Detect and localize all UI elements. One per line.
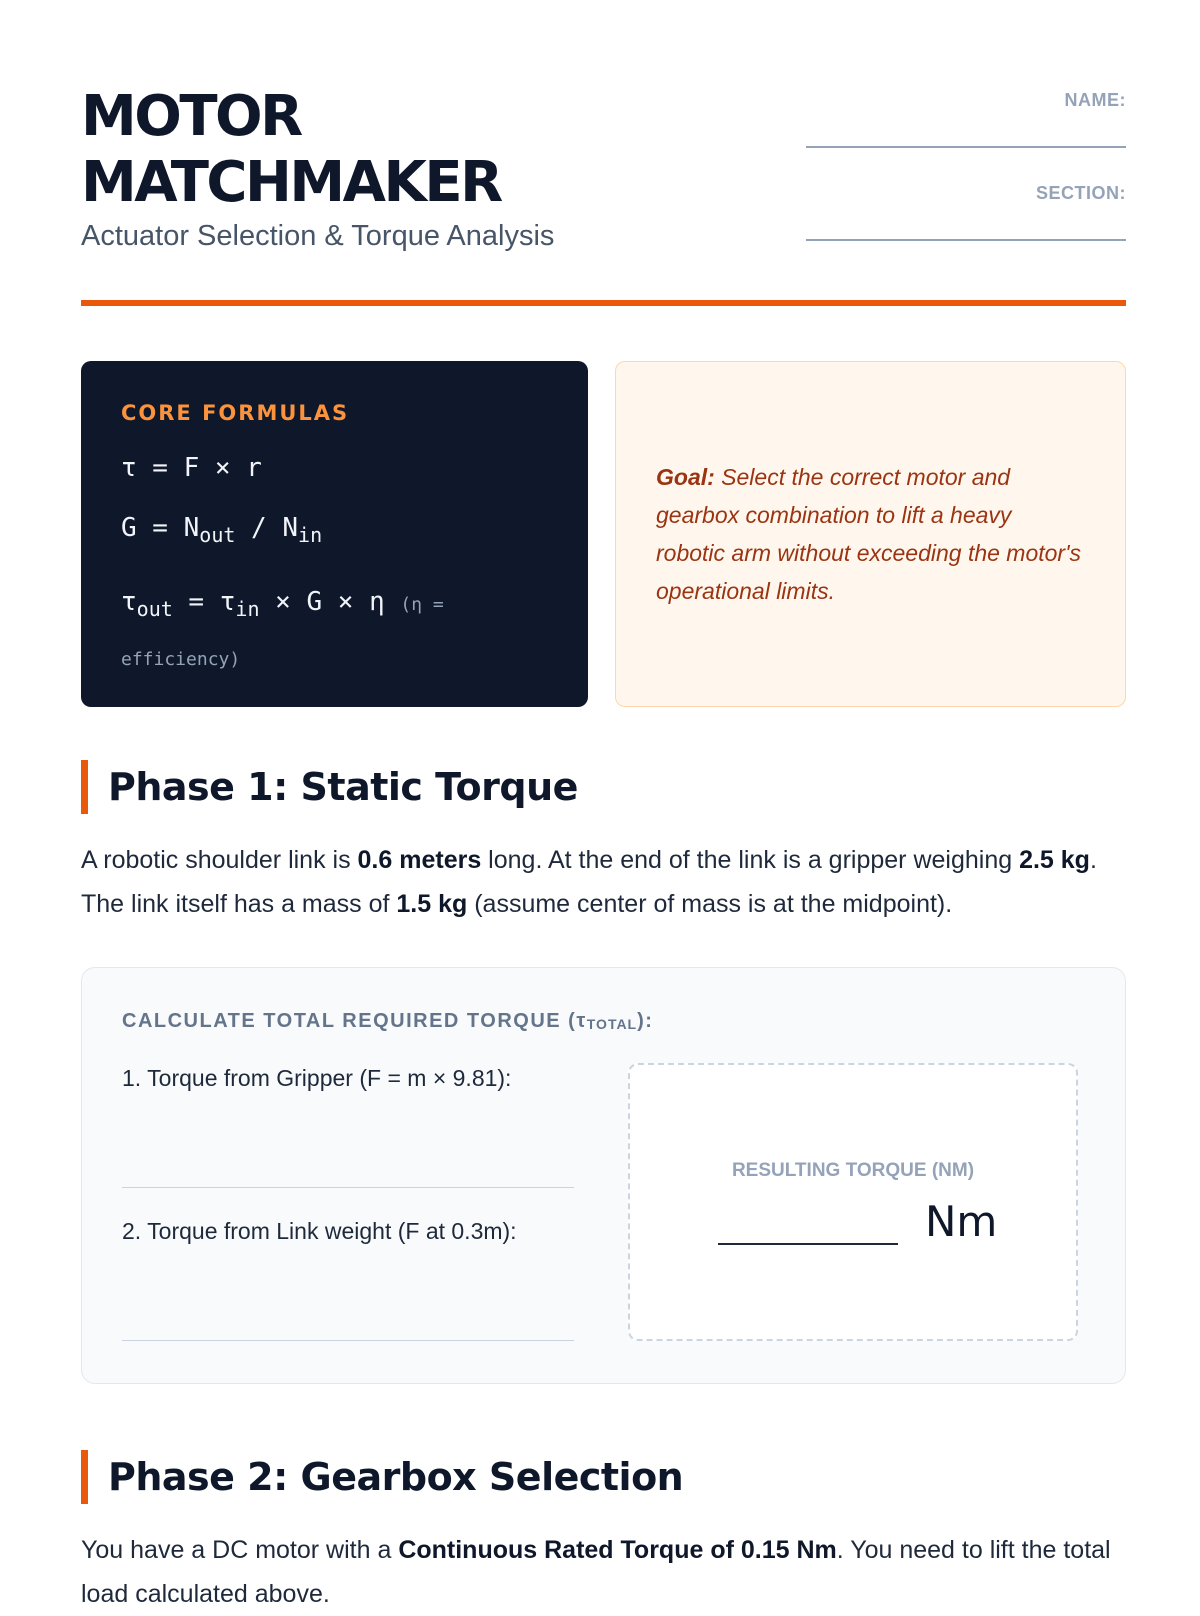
name-field[interactable] [806,146,1126,148]
goal-text: Goal: Select the correct motor and gearbox combination to lift a heavy robotic arm without exceeding the motor's operational limits. [656,464,1081,604]
formula-output-torque: $\tau_{out} = \tau_{in} \times G \times \eta$ (η = efficiency) [121,587,444,670]
calc-title: CALCULATE TOTAL REQUIRED TORQUE $(\tau_{TOTAL})$: [122,1010,654,1032]
resulting-torque-field[interactable] [718,1243,898,1245]
phase1-title: Phase 1: Static Torque [81,760,578,814]
resulting-torque-box [628,1063,1078,1341]
section-field[interactable] [806,239,1126,241]
header-divider [81,300,1126,306]
step1-answer-line[interactable] [122,1187,574,1188]
phase2-description: You have a DC motor with a Continuous Rated Torque of 0.15 Nm. You need to lift the total load calculated above. [81,1536,1111,1608]
core-formulas-card [81,361,588,707]
torque-calculation-box [81,967,1126,1384]
goal-card [615,361,1126,707]
phase2-title: Phase 2: Gearbox Selection [81,1450,683,1504]
step2-answer-line[interactable] [122,1340,574,1341]
formula-gear-ratio: $G = N_{out} / N_{in}$ [121,513,323,547]
core-formulas-title: CORE FORMULAS [121,401,350,425]
resulting-torque-unit: Nm [925,1197,998,1246]
step2-label: 2. Torque from Link weight (F at 0.3m): [122,1218,517,1244]
header [81,84,1126,264]
resulting-torque-label: RESULTING TORQUE (NM) [731,1160,975,1181]
section-label: SECTION: [1035,183,1126,203]
page-subtitle: Actuator Selection & Torque Analysis [81,220,555,252]
phase1-description: A robotic shoulder link is 0.6 meters long. At the end of the link is a gripper weighing 2.5 kg. The link itself has a mass of 1.5 kg (assume center of mass is at the midpoint). [81,846,1097,918]
step1-label: 1. Torque from Gripper (F = m × 9.81): [122,1065,512,1091]
name-label: NAME: [1064,90,1126,110]
efficiency-note: (η = efficiency) [121,594,444,670]
page-title: MOTOR MATCHMAKER [81,84,501,215]
formula-torque: τ = F × r [121,453,262,483]
